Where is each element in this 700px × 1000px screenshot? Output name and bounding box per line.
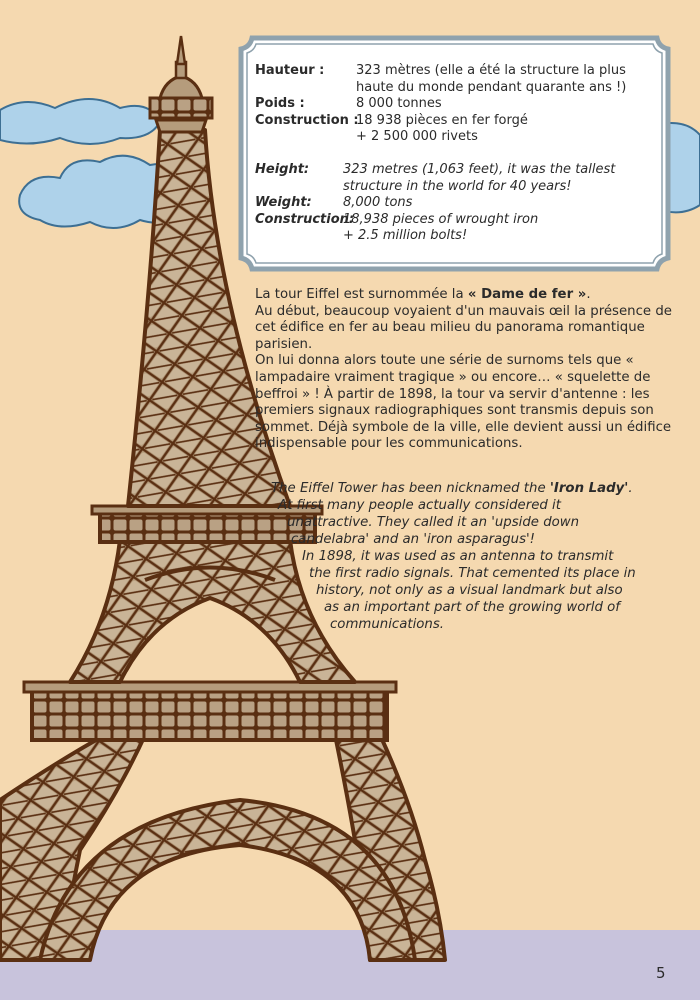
english-line: communications.: [330, 617, 444, 632]
fact-label: Construction :: [255, 112, 359, 128]
fact-label: Weight:: [255, 195, 312, 211]
french-line: La tour Eiffel est surnommée la « Dame de fer ».: [255, 287, 591, 302]
tower-lower-platform: [32, 690, 387, 740]
tower-top-platform: [150, 98, 212, 118]
fact-row: [255, 113, 655, 146]
fact-row: [255, 63, 655, 96]
english-line: candelabra' and an 'iron asparagus'!: [291, 532, 535, 547]
cloud-left: [0, 99, 160, 144]
facts-french: [255, 63, 655, 146]
fact-row: [255, 162, 655, 195]
fact-value: 323 metres (1,063 feet), it was the tallest: [343, 161, 616, 177]
english-line: the first radio signals. That cemented its place in: [309, 566, 636, 581]
fact-value: 8 000 tonnes: [356, 96, 442, 112]
fact-row: [255, 96, 655, 113]
fact-value: + 2.5 million bolts!: [343, 228, 468, 244]
fact-label: Hauteur :: [255, 63, 325, 78]
english-line: history, not only as a visual landmark but also: [316, 583, 623, 598]
english-line: In 1898, it was used as an antenna to transmit: [302, 549, 614, 564]
fact-value: 18,938 pieces of wrought iron: [343, 211, 539, 227]
tower-first-platform: [100, 512, 315, 542]
english-line: as an important part of the growing world of: [324, 600, 620, 615]
fact-value: 8,000 tons: [343, 195, 413, 211]
english-line: At first many people actually considered it: [278, 498, 561, 513]
page-number: 5: [656, 964, 666, 982]
english-line: The Eiffel Tower has been nicknamed the 'Iron Lady'.: [271, 481, 633, 496]
fact-value: haute du monde pendant quarante ans !): [356, 79, 627, 95]
fact-value: 18 938 pièces en fer forgé: [356, 112, 528, 128]
fact-label: Construction:: [255, 211, 355, 227]
ground: [0, 930, 700, 1000]
english-line: unattractive. They called it an 'upside down: [287, 515, 580, 530]
nickname-english: 'Iron Lady': [549, 481, 629, 496]
fact-value: + 2 500 000 rivets: [356, 129, 478, 145]
facts-english: [255, 162, 655, 245]
tower-legs: [0, 735, 445, 960]
fact-value: structure in the world for 40 years!: [343, 178, 572, 194]
fact-row: [255, 195, 655, 212]
facts-box: [238, 35, 671, 272]
french-line: On lui donna alors toute une série de surnoms tels que « lampadaire vraiment tragique » ou encore… « squelette de beffroi » ! À partir de 1898, la tour va servir d'antenne : les premiers signaux radiographiques sont transmis depuis son sommet. Déjà symbole de la ville, elle devient aussi un édifice indispensable pour les communications.: [255, 353, 672, 452]
french-line: Au début, beaucoup voyaient d'un mauvais œil la présence de cet édifice en fer au beau milieu du panorama romantique parisien.: [255, 303, 672, 352]
french-paragraph: [255, 287, 675, 453]
fact-value: 323 mètres (elle a été la structure la plus: [356, 63, 626, 78]
fact-label: Height:: [255, 161, 310, 177]
fact-row: [255, 212, 655, 245]
fact-label: Poids :: [255, 96, 305, 112]
nickname-french: « Dame de fer »: [467, 287, 587, 302]
tower-spire: [177, 36, 185, 64]
